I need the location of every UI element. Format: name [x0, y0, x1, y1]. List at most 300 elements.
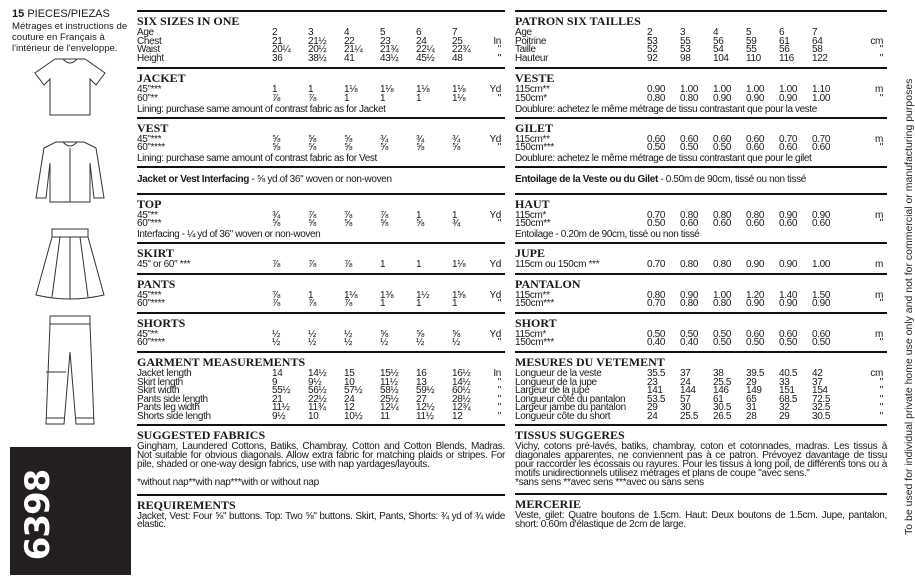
pattern-number: 6398 [18, 469, 58, 561]
row-label: Height [137, 52, 164, 64]
size-value: 21¼ [344, 44, 363, 56]
size-value: ⅞ [272, 298, 280, 310]
size-value: 1 [380, 92, 386, 104]
size-value: 0.80 [713, 209, 732, 221]
size-value: 0.60 [779, 218, 798, 230]
table-row [137, 220, 505, 229]
unit: m [875, 328, 883, 340]
interfacing-line [515, 171, 887, 190]
size-value: 42 [812, 367, 823, 379]
size-value: 1⅛ [452, 92, 466, 104]
size-value: 141 [647, 385, 663, 397]
size-value: 55 [680, 35, 691, 47]
size-value: 21 [272, 35, 283, 47]
row-label: 150cm*** [515, 142, 554, 154]
size-value: 52 [647, 44, 658, 56]
row-label: 60"**** [137, 142, 165, 154]
size-value: 0.50 [713, 328, 732, 340]
unit: " [879, 410, 883, 422]
size-value: ¾ [272, 209, 280, 221]
size-value: 1.00 [713, 289, 732, 301]
size-value: 72.5 [812, 393, 831, 405]
interfacing-label: Jacket or Vest Interfacing [137, 173, 250, 185]
table-row [515, 289, 887, 301]
size-value: 1.00 [680, 84, 699, 96]
size-value: 48 [452, 52, 463, 64]
section-haut [515, 193, 887, 242]
size-value: 1.00 [713, 84, 732, 96]
size-value: 24 [680, 376, 691, 388]
size-value: ⅝ [416, 142, 424, 154]
size-value: 31 [746, 402, 757, 414]
section-title: MESURES DU VETEMENT [515, 354, 665, 369]
row-label: 115cm** [515, 289, 550, 301]
section-title: SUGGESTED FABRICS [137, 428, 266, 443]
section-pantalon [515, 273, 887, 312]
paragraph: Gingham, Laundered Cottons, Batiks, Chambray, Cotton and Cotton Blends, Madras. Not suitable for obvious diagonals. Allow extra fabric for matching plaids or stripes. For pile, shaded or one-way design fabrics, use with nap yardages/layouts. [137, 441, 505, 471]
size-value: 22½ [308, 393, 327, 405]
size-value: 2 [647, 27, 653, 38]
size-value: 1 [452, 209, 458, 221]
size-value: 9½ [308, 376, 322, 388]
size-value: 0.50 [647, 328, 666, 340]
unit: Yd [489, 133, 501, 145]
size-value: 122 [812, 52, 828, 64]
size-value: 23 [380, 35, 391, 47]
size-value: ½ [272, 328, 280, 340]
section-top [137, 193, 505, 242]
table-row [137, 209, 505, 221]
unit: " [879, 44, 883, 56]
table-row [137, 289, 505, 301]
size-value: 116 [779, 52, 794, 64]
size-value: 39.5 [746, 367, 765, 379]
size-value: 57½ [344, 385, 363, 397]
size-value: 10½ [344, 410, 363, 422]
row-label: Taille [515, 44, 536, 56]
size-value: 0.60 [812, 328, 831, 340]
pants-illustration [30, 312, 110, 430]
size-value: 1 [344, 92, 350, 104]
unit: " [497, 393, 501, 405]
size-value: 0.50 [713, 337, 732, 349]
size-value: 0.50 [746, 337, 765, 349]
french-instructions-note: Métrages et instructions de couture en Français à l'intérieur de l'enveloppe. [12, 21, 128, 54]
table-row [515, 46, 887, 55]
size-value: 92 [647, 52, 658, 64]
section-vest [137, 117, 505, 166]
row-label: Longueur côte du short [515, 410, 611, 422]
section-title: VESTE [515, 71, 555, 86]
size-value: 30.5 [713, 402, 732, 414]
size-value: 21¾ [380, 44, 399, 56]
size-value: 1 [308, 289, 314, 301]
section-title: VEST [137, 120, 169, 135]
jacket-illustration [30, 138, 110, 208]
pieces-label: PIECES/PIEZAS [27, 8, 110, 20]
size-value: 9½ [272, 410, 286, 422]
size-value: ⅝ [380, 218, 388, 230]
size-value: 32 [779, 402, 790, 414]
row-label: 60"**** [137, 298, 165, 310]
size-value: 61 [713, 393, 724, 405]
size-value: 0.80 [680, 92, 699, 104]
size-value: 0.50 [680, 328, 699, 340]
size-value: 0.80 [680, 209, 699, 221]
size-value: 24 [416, 35, 427, 47]
unit: m [875, 258, 883, 270]
section-jacket-or-vest-interfacing [137, 166, 505, 193]
size-value: ½ [272, 337, 280, 349]
row-label: 45"** [137, 209, 158, 221]
size-value: 1 [308, 84, 314, 96]
size-value: 5 [746, 27, 752, 38]
size-value: 54 [713, 44, 724, 56]
section-skirt [137, 242, 505, 273]
size-value: 0.90 [746, 92, 765, 104]
unit: cm [870, 367, 883, 379]
usage-notice: To be used for individual private home use only and not for commercial or manufacturing purposes [903, 78, 915, 535]
section-requirements [137, 494, 505, 537]
size-value: 0.50 [713, 142, 732, 154]
table-row [515, 35, 887, 47]
size-value: 58½ [380, 385, 399, 397]
english-instructions [137, 10, 505, 536]
table-row [137, 300, 505, 309]
size-value: ½ [380, 337, 388, 349]
unit: Yd [489, 209, 501, 221]
paragraph: *without nap**with nap***with or without nap [137, 476, 319, 488]
size-value: 12 [344, 402, 355, 414]
section-title: SHORT [515, 315, 557, 330]
unit: " [879, 92, 883, 104]
row-label: Chest [137, 35, 162, 47]
size-value: ⅞ [308, 258, 316, 270]
size-value: 12¼ [380, 402, 399, 414]
section-title: PANTALON [515, 276, 581, 291]
size-value: 3 [308, 27, 314, 38]
unit: m [875, 209, 883, 221]
skirt-illustration [30, 225, 110, 303]
size-value: 29 [746, 376, 757, 388]
section-note: Doublure: achetez le même métrage de tissu contrastant que pour la veste [515, 103, 817, 115]
size-value: 0.60 [713, 218, 732, 230]
unit: " [497, 385, 501, 397]
size-value: ¾ [416, 133, 424, 145]
table-row [515, 328, 887, 340]
size-value: 40.5 [779, 367, 798, 379]
size-value: ⅞ [344, 258, 352, 270]
row-label: 115cm** [515, 84, 550, 96]
section-title: TISSUS SUGGERES [515, 428, 625, 443]
size-value: 30.5 [812, 410, 831, 422]
size-value: ⅝ [416, 218, 424, 230]
unit: " [497, 92, 501, 104]
size-value: 1.40 [779, 289, 798, 301]
size-value: 53 [647, 35, 658, 47]
size-value: 21 [272, 393, 283, 405]
size-value: 1½ [416, 289, 430, 301]
paragraph: Jacket, Vest: Four ⅝" buttons. Top: Two ⅝" buttons. Skirt, Pants, Shorts: ¾ yd of ¾ wide elastic. [137, 510, 505, 531]
size-value: 10 [308, 410, 319, 422]
size-value: 41 [344, 52, 355, 64]
row-label: 150cm* [515, 92, 547, 104]
size-value: 0.70 [647, 258, 666, 270]
size-value: 0.60 [812, 142, 831, 154]
size-value: 59½ [416, 385, 435, 397]
size-value: 15½ [380, 367, 399, 379]
row-label: 150cm*** [515, 298, 554, 310]
size-value: ⅝ [452, 328, 460, 340]
size-value: 0.90 [812, 298, 831, 310]
size-value: 0.40 [647, 337, 666, 349]
row-label: Skirt length [137, 376, 183, 388]
table-row [515, 300, 887, 309]
section-note: Lining: purchase same amount of contrast fabric as for Jacket [137, 103, 386, 115]
pieces-count [12, 8, 110, 20]
size-value: ¾ [380, 133, 388, 145]
size-value: 0.80 [680, 258, 699, 270]
row-label: 45"*** [137, 133, 162, 145]
size-value: 65 [746, 393, 757, 405]
size-value: 2 [272, 27, 278, 38]
size-value: 25 [452, 35, 463, 47]
size-value: 149 [746, 385, 762, 397]
unit: m [875, 84, 883, 96]
table-row [137, 144, 505, 153]
size-value: 5 [380, 27, 386, 38]
size-value: ⅝ [272, 133, 280, 145]
size-value: ⅝ [308, 142, 316, 154]
section-six-sizes-in-one [137, 10, 505, 67]
size-value: 0.90 [746, 258, 765, 270]
size-value: 29 [779, 410, 790, 422]
size-value: 1 [452, 298, 458, 310]
table-row [515, 410, 887, 422]
size-value: 0.90 [746, 298, 765, 310]
interfacing-text: - 0.50m de 90cm, tissé ou non tissé [657, 173, 806, 185]
size-value: 0.60 [746, 133, 765, 145]
size-value: 29 [647, 402, 658, 414]
size-value: 0.80 [680, 298, 699, 310]
section-title: SIX SIZES IN ONE [137, 14, 240, 28]
size-value: 0.60 [680, 133, 699, 145]
section-suggested-fabrics [137, 424, 505, 493]
size-value: 27 [416, 393, 427, 405]
size-value: 56½ [308, 385, 327, 397]
size-value: 55 [746, 44, 757, 56]
size-value: 0.60 [647, 133, 666, 145]
size-value: ½ [308, 328, 316, 340]
size-value: 12¾ [452, 402, 471, 414]
size-value: 23 [647, 376, 658, 388]
size-value: 1 [380, 298, 386, 310]
unit: " [879, 337, 883, 349]
unit: " [497, 410, 501, 422]
size-value: 1.00 [746, 84, 765, 96]
size-value: ½ [308, 337, 316, 349]
size-value: ½ [452, 337, 460, 349]
size-value: 6 [416, 27, 422, 38]
row-label: Shorts side length [137, 410, 211, 422]
size-value: 1⅛ [416, 84, 430, 96]
row-label: Largeur jambe du pantalon [515, 402, 626, 414]
size-value: 11 [380, 410, 390, 422]
section-garment-measurements [137, 351, 505, 425]
size-value: 0.80 [713, 298, 732, 310]
size-value: ⅝ [344, 142, 352, 154]
size-value: 28 [746, 410, 757, 422]
size-value: 0.70 [779, 133, 798, 145]
size-value: 1⅛ [344, 84, 358, 96]
size-value: 98 [680, 52, 691, 64]
size-value: 1⅜ [380, 289, 394, 301]
size-value: 0.90 [647, 84, 666, 96]
row-label: Longueur de la jupe [515, 376, 597, 388]
size-value: 22¼ [416, 44, 435, 56]
size-value: 59 [746, 35, 757, 47]
size-value: 60½ [452, 385, 471, 397]
size-value: 146 [713, 385, 729, 397]
left-panel [0, 0, 135, 580]
size-value: 0.60 [713, 133, 732, 145]
section-title: TOP [137, 196, 162, 211]
unit: " [879, 402, 883, 414]
size-value: 64 [812, 35, 823, 47]
size-value: 12 [452, 410, 463, 422]
size-value: 0.40 [680, 337, 699, 349]
size-value: ⅝ [308, 218, 316, 230]
table-row [137, 52, 505, 64]
size-value: ⅞ [308, 298, 316, 310]
size-value: 1⅛ [344, 289, 358, 301]
section-note: Doublure: achetez le même métrage de tissu contrastant que pour le gilet [515, 152, 812, 164]
size-value: 24 [647, 410, 658, 422]
size-value: 3 [680, 27, 686, 38]
row-label: Jacket length [137, 367, 192, 379]
table-row [515, 258, 887, 270]
unit: " [497, 298, 501, 310]
unit: cm [870, 35, 883, 47]
size-value: ¾ [452, 133, 460, 145]
unit: " [879, 142, 883, 154]
section-title: JUPE [515, 245, 545, 260]
size-value: 25.5 [680, 410, 699, 422]
row-label: Skirt width [137, 385, 180, 397]
unit: Yd [489, 289, 501, 301]
size-value: 1.20 [746, 289, 765, 301]
unit: m [875, 289, 883, 301]
unit: " [879, 52, 883, 64]
section-patron-six-tailles [515, 10, 887, 67]
section-pants [137, 273, 505, 312]
size-value: 144 [680, 385, 696, 397]
size-value: 0.90 [812, 209, 831, 221]
section-title: JACKET [137, 71, 186, 86]
unit: Yd [489, 328, 501, 340]
section-jupe [515, 242, 887, 273]
row-label: 45"*** [137, 84, 162, 96]
size-value: 0.80 [647, 289, 666, 301]
size-value: ½ [344, 328, 352, 340]
size-value: ⅝ [272, 142, 280, 154]
row-label: 45" or 60" *** [137, 258, 191, 270]
size-value: 0.80 [746, 209, 765, 221]
row-label: Waist [137, 44, 160, 56]
size-value: 0.90 [779, 209, 798, 221]
size-value: 11¾ [308, 402, 326, 414]
size-value: 57 [680, 393, 691, 405]
unit: " [879, 393, 883, 405]
size-value: ½ [416, 337, 424, 349]
size-value: 56 [779, 44, 790, 56]
size-value: ⅞ [308, 209, 316, 221]
table-row [137, 86, 505, 95]
size-value: 15 [344, 367, 355, 379]
size-value: 58 [812, 44, 823, 56]
size-value: 0.90 [779, 298, 798, 310]
row-label: 60"*** [137, 218, 162, 230]
table-row [137, 133, 505, 145]
size-value: 4 [344, 27, 350, 38]
size-value: 32.5 [812, 402, 831, 414]
row-label: Age [137, 27, 154, 38]
section-mesures-du-vetement [515, 351, 887, 425]
size-value: 0.60 [812, 218, 831, 230]
size-value: 36 [272, 52, 283, 64]
size-value: 1 [416, 298, 422, 310]
section-veste [515, 67, 887, 116]
size-value: 1.00 [812, 258, 831, 270]
section-note: Lining: purchase same amount of contrast fabric as for Vest [137, 152, 377, 164]
size-value: 30 [680, 402, 691, 414]
size-value: 0.50 [647, 142, 666, 154]
size-value: 16½ [452, 367, 471, 379]
size-value: 25.5 [713, 376, 732, 388]
unit: In [493, 367, 501, 379]
size-value: 0.60 [746, 142, 765, 154]
table-row [137, 339, 505, 348]
size-value: 26.5 [713, 410, 732, 422]
size-value: 7 [452, 27, 458, 38]
row-label: 150cm*** [515, 337, 554, 349]
section-entoilage-de-la-veste-ou-du-gilet [515, 166, 887, 193]
size-value: ⅞ [272, 258, 280, 270]
row-label: 115cm* [515, 328, 547, 340]
size-value: 68.5 [779, 393, 798, 405]
size-value: 56 [713, 35, 724, 47]
table-row [515, 209, 887, 221]
row-label: 45"*** [137, 289, 162, 301]
table-row [137, 328, 505, 340]
unit: " [497, 218, 501, 230]
french-instructions [515, 10, 887, 536]
size-value: 0.60 [680, 218, 699, 230]
section-mercerie [515, 493, 887, 536]
size-value: ⅝ [452, 142, 460, 154]
paragraph: Vichy, cotons pré-lavés, batiks, chambray, coton et cotonnades, madras. Les tissus à diagonales apparentes, ne conviennent pas à ce patron. Prévoyez davantage de tissu pour raccorder les écossais ou rayures. Pour les tissus à long poil, de différents tons ou à motifs unidirectionnels utilisez métrages et plans de coupe "avec sens." [515, 441, 887, 479]
size-value: 1 [416, 92, 422, 104]
size-value: 11½ [272, 402, 290, 414]
section-shorts [137, 312, 505, 351]
row-label: Largeur de la jupe [515, 385, 590, 397]
size-value: ¾ [452, 218, 460, 230]
unit: " [497, 402, 501, 414]
size-value: 24 [344, 393, 355, 405]
row-label: Longueur de la veste [515, 367, 602, 379]
table-row [515, 133, 887, 145]
size-value: 4 [713, 27, 719, 38]
